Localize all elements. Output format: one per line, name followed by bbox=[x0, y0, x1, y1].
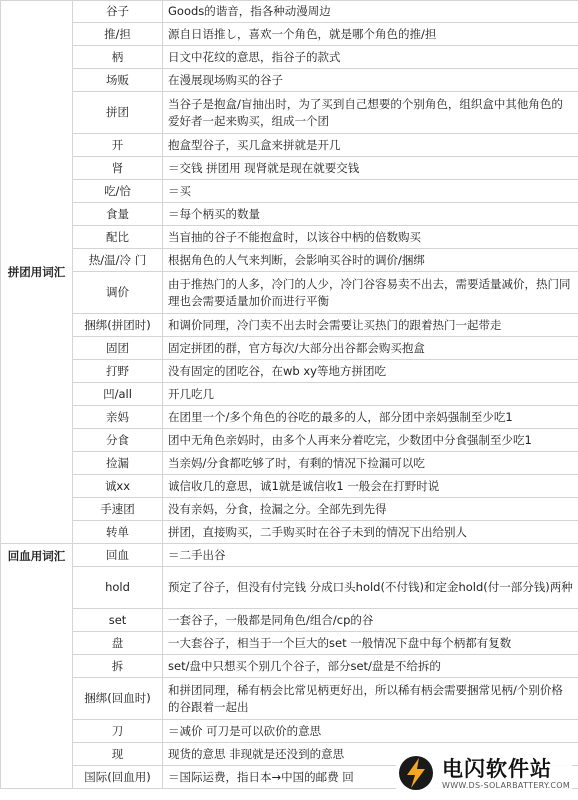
definition-cell: 一套谷子，一般都是同角色/组合/cp的谷 bbox=[163, 609, 578, 632]
term-cell: 捆绑(回血时) bbox=[73, 678, 163, 720]
table-row bbox=[1, 203, 578, 226]
term-cell: 现 bbox=[73, 743, 163, 766]
definition-cell: 源自日语推し，喜欢一个角色，就是哪个角色的推/担 bbox=[163, 23, 578, 46]
term-cell: 推/担 bbox=[73, 23, 163, 46]
definition-cell: 和拼团同理，稀有柄会比常见柄更好出，所以稀有柄会需要捆常见柄/个别价格的谷跟着一起出 bbox=[163, 678, 578, 720]
term-cell: 捡漏 bbox=[73, 452, 163, 475]
table-row bbox=[1, 678, 578, 720]
term-cell: 回血 bbox=[73, 544, 163, 567]
definition-cell: 在团里一个/多个角色的谷吃的最多的人，部分团中亲妈强制至少吃1 bbox=[163, 406, 578, 429]
term-cell: 谷子 bbox=[73, 1, 163, 23]
definition-cell: ＝国际运费，指日本→中国的邮费 回 bbox=[163, 766, 578, 789]
term-cell: 分食 bbox=[73, 429, 163, 452]
definition-cell: 在漫展现场购买的谷子 bbox=[163, 69, 578, 92]
term-cell: 刀 bbox=[73, 720, 163, 743]
definition-cell: 抱盒型谷子，买几盒来拼就是开几 bbox=[163, 134, 578, 157]
watermark-text bbox=[442, 757, 570, 790]
definition-cell: ＝交钱 拼团用 现肾就是现在就要交钱 bbox=[163, 157, 578, 180]
definition-cell: 没有固定的团吃谷，在wb xy等地方拼团吃 bbox=[163, 360, 578, 383]
definition-cell: 现货的意思 非现就是还没到的意思 bbox=[163, 743, 578, 766]
term-cell: 柄 bbox=[73, 46, 163, 69]
watermark-url: WWW.DS-SOLARBATTERY.COM bbox=[442, 780, 571, 790]
table-row bbox=[1, 134, 578, 157]
definition-cell: 日文中花纹的意思，指谷子的款式 bbox=[163, 46, 578, 69]
term-cell: 固团 bbox=[73, 337, 163, 360]
site-watermark bbox=[396, 750, 572, 796]
term-cell: hold bbox=[73, 567, 163, 609]
table-row bbox=[1, 180, 578, 203]
term-cell: 开 bbox=[73, 134, 163, 157]
term-cell: 热/温/冷 门 bbox=[73, 249, 163, 272]
definition-cell: ＝二手出谷 bbox=[163, 544, 578, 567]
table-row bbox=[1, 720, 578, 743]
table-row bbox=[1, 23, 578, 46]
definition-cell: ＝买 bbox=[163, 180, 578, 203]
table-row bbox=[1, 337, 578, 360]
definition-cell: 当亲妈/分食都吃够了时，有剩的情况下捡漏可以吃 bbox=[163, 452, 578, 475]
table-row bbox=[1, 521, 578, 544]
table-row bbox=[1, 452, 578, 475]
table-row bbox=[1, 226, 578, 249]
table-row bbox=[1, 475, 578, 498]
table-row bbox=[1, 632, 578, 655]
term-cell: 亲妈 bbox=[73, 406, 163, 429]
table-row bbox=[1, 655, 578, 678]
table-row bbox=[1, 383, 578, 406]
term-cell: 调价 bbox=[73, 272, 163, 314]
watermark-name: 电闪软件站 bbox=[442, 756, 552, 781]
term-cell: 国际(回血用) bbox=[73, 766, 163, 789]
definition-cell: 诚信收几的意思，诚1就是诚信收1 一般会在打野时说 bbox=[163, 475, 578, 498]
definition-cell: set/盘中只想买个别几个谷子，部分set/盘是不给拆的 bbox=[163, 655, 578, 678]
definition-cell: 根据角色的人气来判断，会影响买谷时的调价/捆绑 bbox=[163, 249, 578, 272]
table-row bbox=[1, 314, 578, 337]
category-pintuan: 拼团用词汇 bbox=[1, 1, 73, 544]
term-cell: 肾 bbox=[73, 157, 163, 180]
table-row bbox=[1, 1, 578, 23]
table-row bbox=[1, 544, 578, 567]
definition-cell: 开几吃几 bbox=[163, 383, 578, 406]
definition-cell: 和调价同理，冷门卖不出去时会需要让买热门的跟着热门一起带走 bbox=[163, 314, 578, 337]
term-cell: 转单 bbox=[73, 521, 163, 544]
term-cell: 配比 bbox=[73, 226, 163, 249]
term-cell: 拼团 bbox=[73, 92, 163, 134]
lightning-logo-icon bbox=[396, 753, 436, 793]
table-row bbox=[1, 498, 578, 521]
table-row bbox=[1, 249, 578, 272]
term-cell: 打野 bbox=[73, 360, 163, 383]
term-cell: 场贩 bbox=[73, 69, 163, 92]
table-row bbox=[1, 157, 578, 180]
definition-cell: ＝减价 可刀是可以砍价的意思 bbox=[163, 720, 578, 743]
definition-cell: 没有亲妈，分食，捡漏之分。全部先到先得 bbox=[163, 498, 578, 521]
definition-cell: 固定拼团的群，官方每次/大部分出谷都会购买抱盒 bbox=[163, 337, 578, 360]
table-row bbox=[1, 406, 578, 429]
term-cell: 诚xx bbox=[73, 475, 163, 498]
definition-cell: 由于推热门的人多，冷门的人少，冷门谷容易卖不出去，需要适量减价，热门同理也会需要适量加价而进行平衡 bbox=[163, 272, 578, 314]
term-cell: set bbox=[73, 609, 163, 632]
table-row bbox=[1, 429, 578, 452]
table-row bbox=[1, 272, 578, 314]
term-cell: 食量 bbox=[73, 203, 163, 226]
term-cell: 凹/all bbox=[73, 383, 163, 406]
table-row bbox=[1, 92, 578, 134]
definition-cell: 当盲抽的谷子不能抱盒时，以该谷中柄的倍数购买 bbox=[163, 226, 578, 249]
term-cell: 吃/恰 bbox=[73, 180, 163, 203]
table-row bbox=[1, 46, 578, 69]
term-cell: 拆 bbox=[73, 655, 163, 678]
definition-cell: 预定了谷子，但没有付完钱 分成口头hold(不付钱)和定金hold(付一部分钱)两种 bbox=[163, 567, 578, 609]
table-row bbox=[1, 360, 578, 383]
term-cell: 盘 bbox=[73, 632, 163, 655]
term-cell: 捆绑(拼团时) bbox=[73, 314, 163, 337]
term-cell: 手速团 bbox=[73, 498, 163, 521]
definition-cell: ＝每个柄买的数量 bbox=[163, 203, 578, 226]
glossary-body bbox=[1, 1, 578, 789]
definition-cell: Goods的谐音，指各种动漫周边 bbox=[163, 1, 578, 23]
definition-cell: 团中无角色亲妈时，由多个人再来分着吃完，少数团中分食强制至少吃1 bbox=[163, 429, 578, 452]
definition-cell: 一大套谷子，相当于一个巨大的set 一般情况下盘中每个柄都有复数 bbox=[163, 632, 578, 655]
table-row bbox=[1, 69, 578, 92]
table-row bbox=[1, 609, 578, 632]
category-huixue: 回血用词汇 bbox=[1, 544, 73, 789]
definition-cell: 当谷子是抱盒/盲抽出时，为了买到自己想要的个别角色，组织盒中其他角色的爱好者一起来购买，组成一个团 bbox=[163, 92, 578, 134]
table-row bbox=[1, 567, 578, 609]
definition-cell: 拼团，直接购买，二手购买时在谷子未到的情况下出给别人 bbox=[163, 521, 578, 544]
